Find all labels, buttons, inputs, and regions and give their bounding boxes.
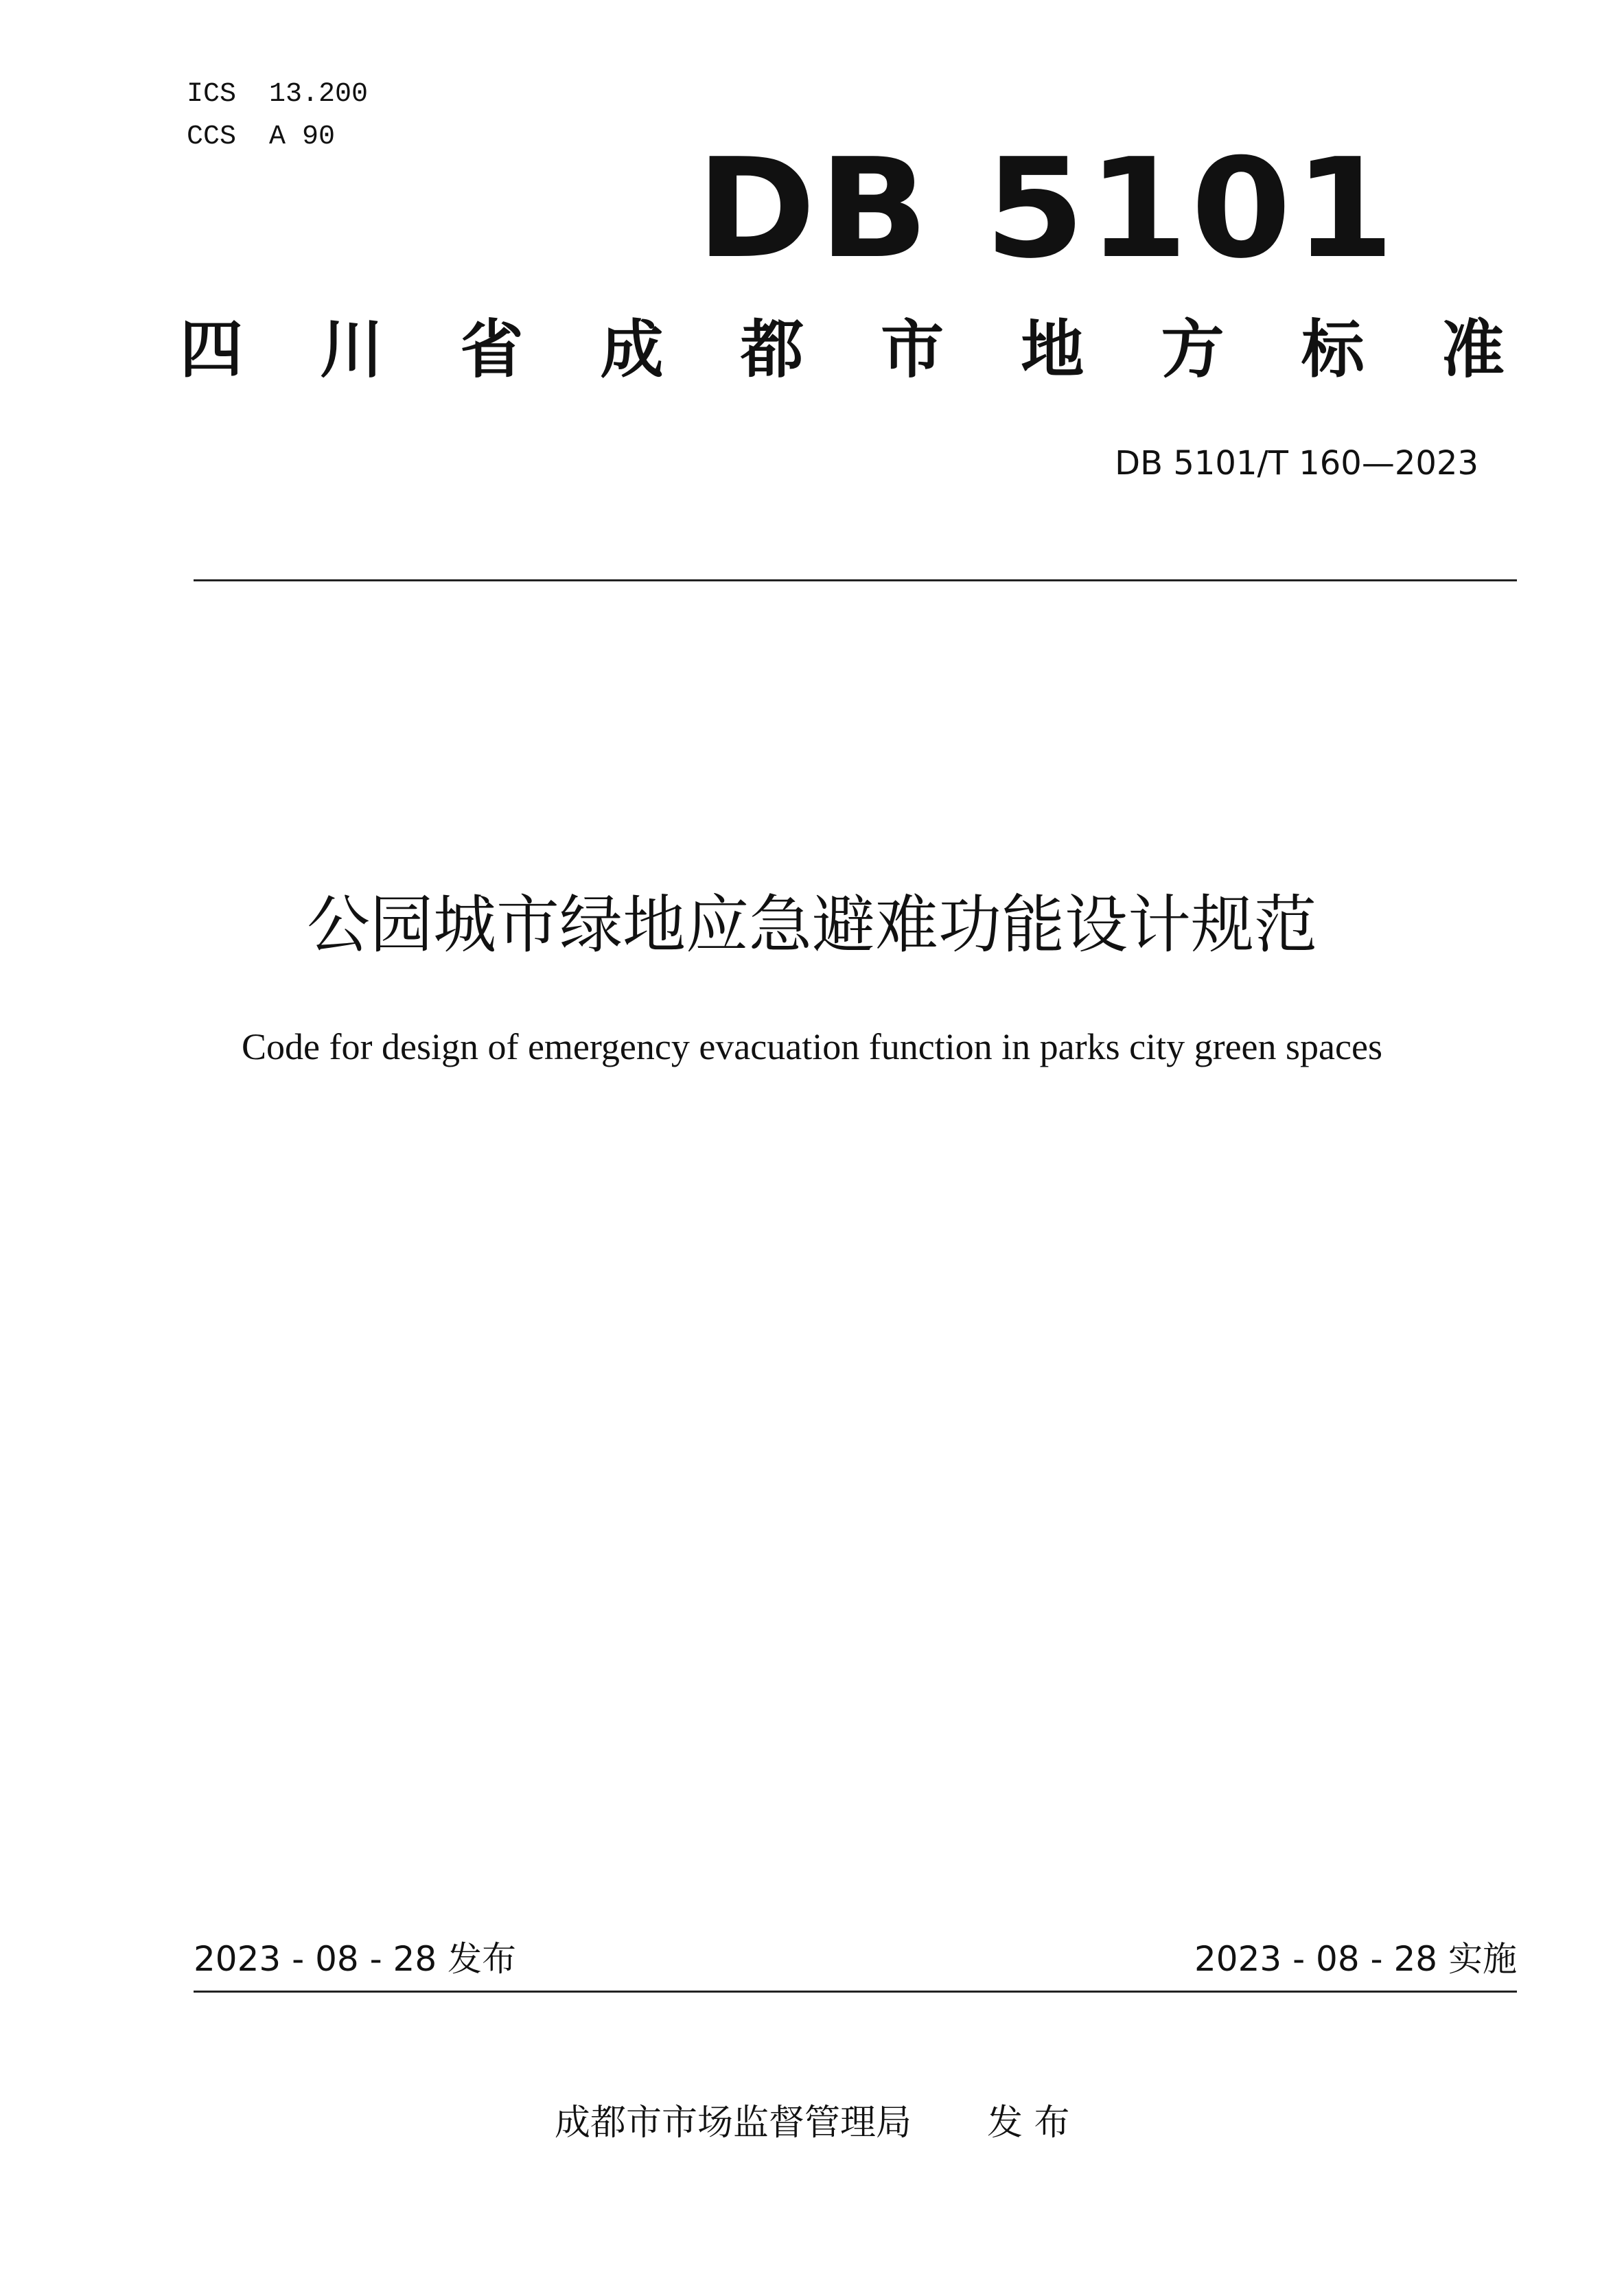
publisher-name: 成都市市场监督管理局 bbox=[555, 2102, 912, 2144]
publisher-action: 发 布 bbox=[987, 2102, 1070, 2144]
publisher-line bbox=[555, 2100, 1070, 2146]
release-date: 2023 - 08 - 28 发布 bbox=[194, 1939, 517, 1979]
category-char: 四 bbox=[180, 313, 244, 386]
category-char: 川 bbox=[320, 313, 384, 386]
db-standard-mark: DB 5101 bbox=[696, 129, 1397, 289]
category-char: 标 bbox=[1301, 313, 1365, 386]
ics-code: ICS 13.200 bbox=[187, 79, 369, 110]
category-char: 成 bbox=[600, 313, 664, 386]
category-char: 准 bbox=[1441, 313, 1505, 386]
ccs-code: CCS A 90 bbox=[187, 121, 336, 152]
standard-number: DB 5101/T 160—2023 bbox=[1115, 444, 1478, 483]
chinese-title: 公园城市绿地应急避难功能设计规范 bbox=[306, 888, 1317, 962]
english-title: Code for design of emergency evacuation function in parks city green spaces bbox=[242, 1026, 1382, 1067]
category-char: 都 bbox=[740, 313, 804, 386]
category-char: 省 bbox=[460, 313, 524, 386]
footer-divider bbox=[194, 1991, 1517, 1993]
effective-date: 2023 - 08 - 28 实施 bbox=[1194, 1939, 1517, 1979]
category-char: 市 bbox=[881, 313, 944, 386]
category-char: 地 bbox=[1021, 313, 1084, 386]
header-divider bbox=[194, 579, 1517, 581]
category-char: 方 bbox=[1161, 313, 1225, 386]
standard-category bbox=[180, 312, 1505, 388]
